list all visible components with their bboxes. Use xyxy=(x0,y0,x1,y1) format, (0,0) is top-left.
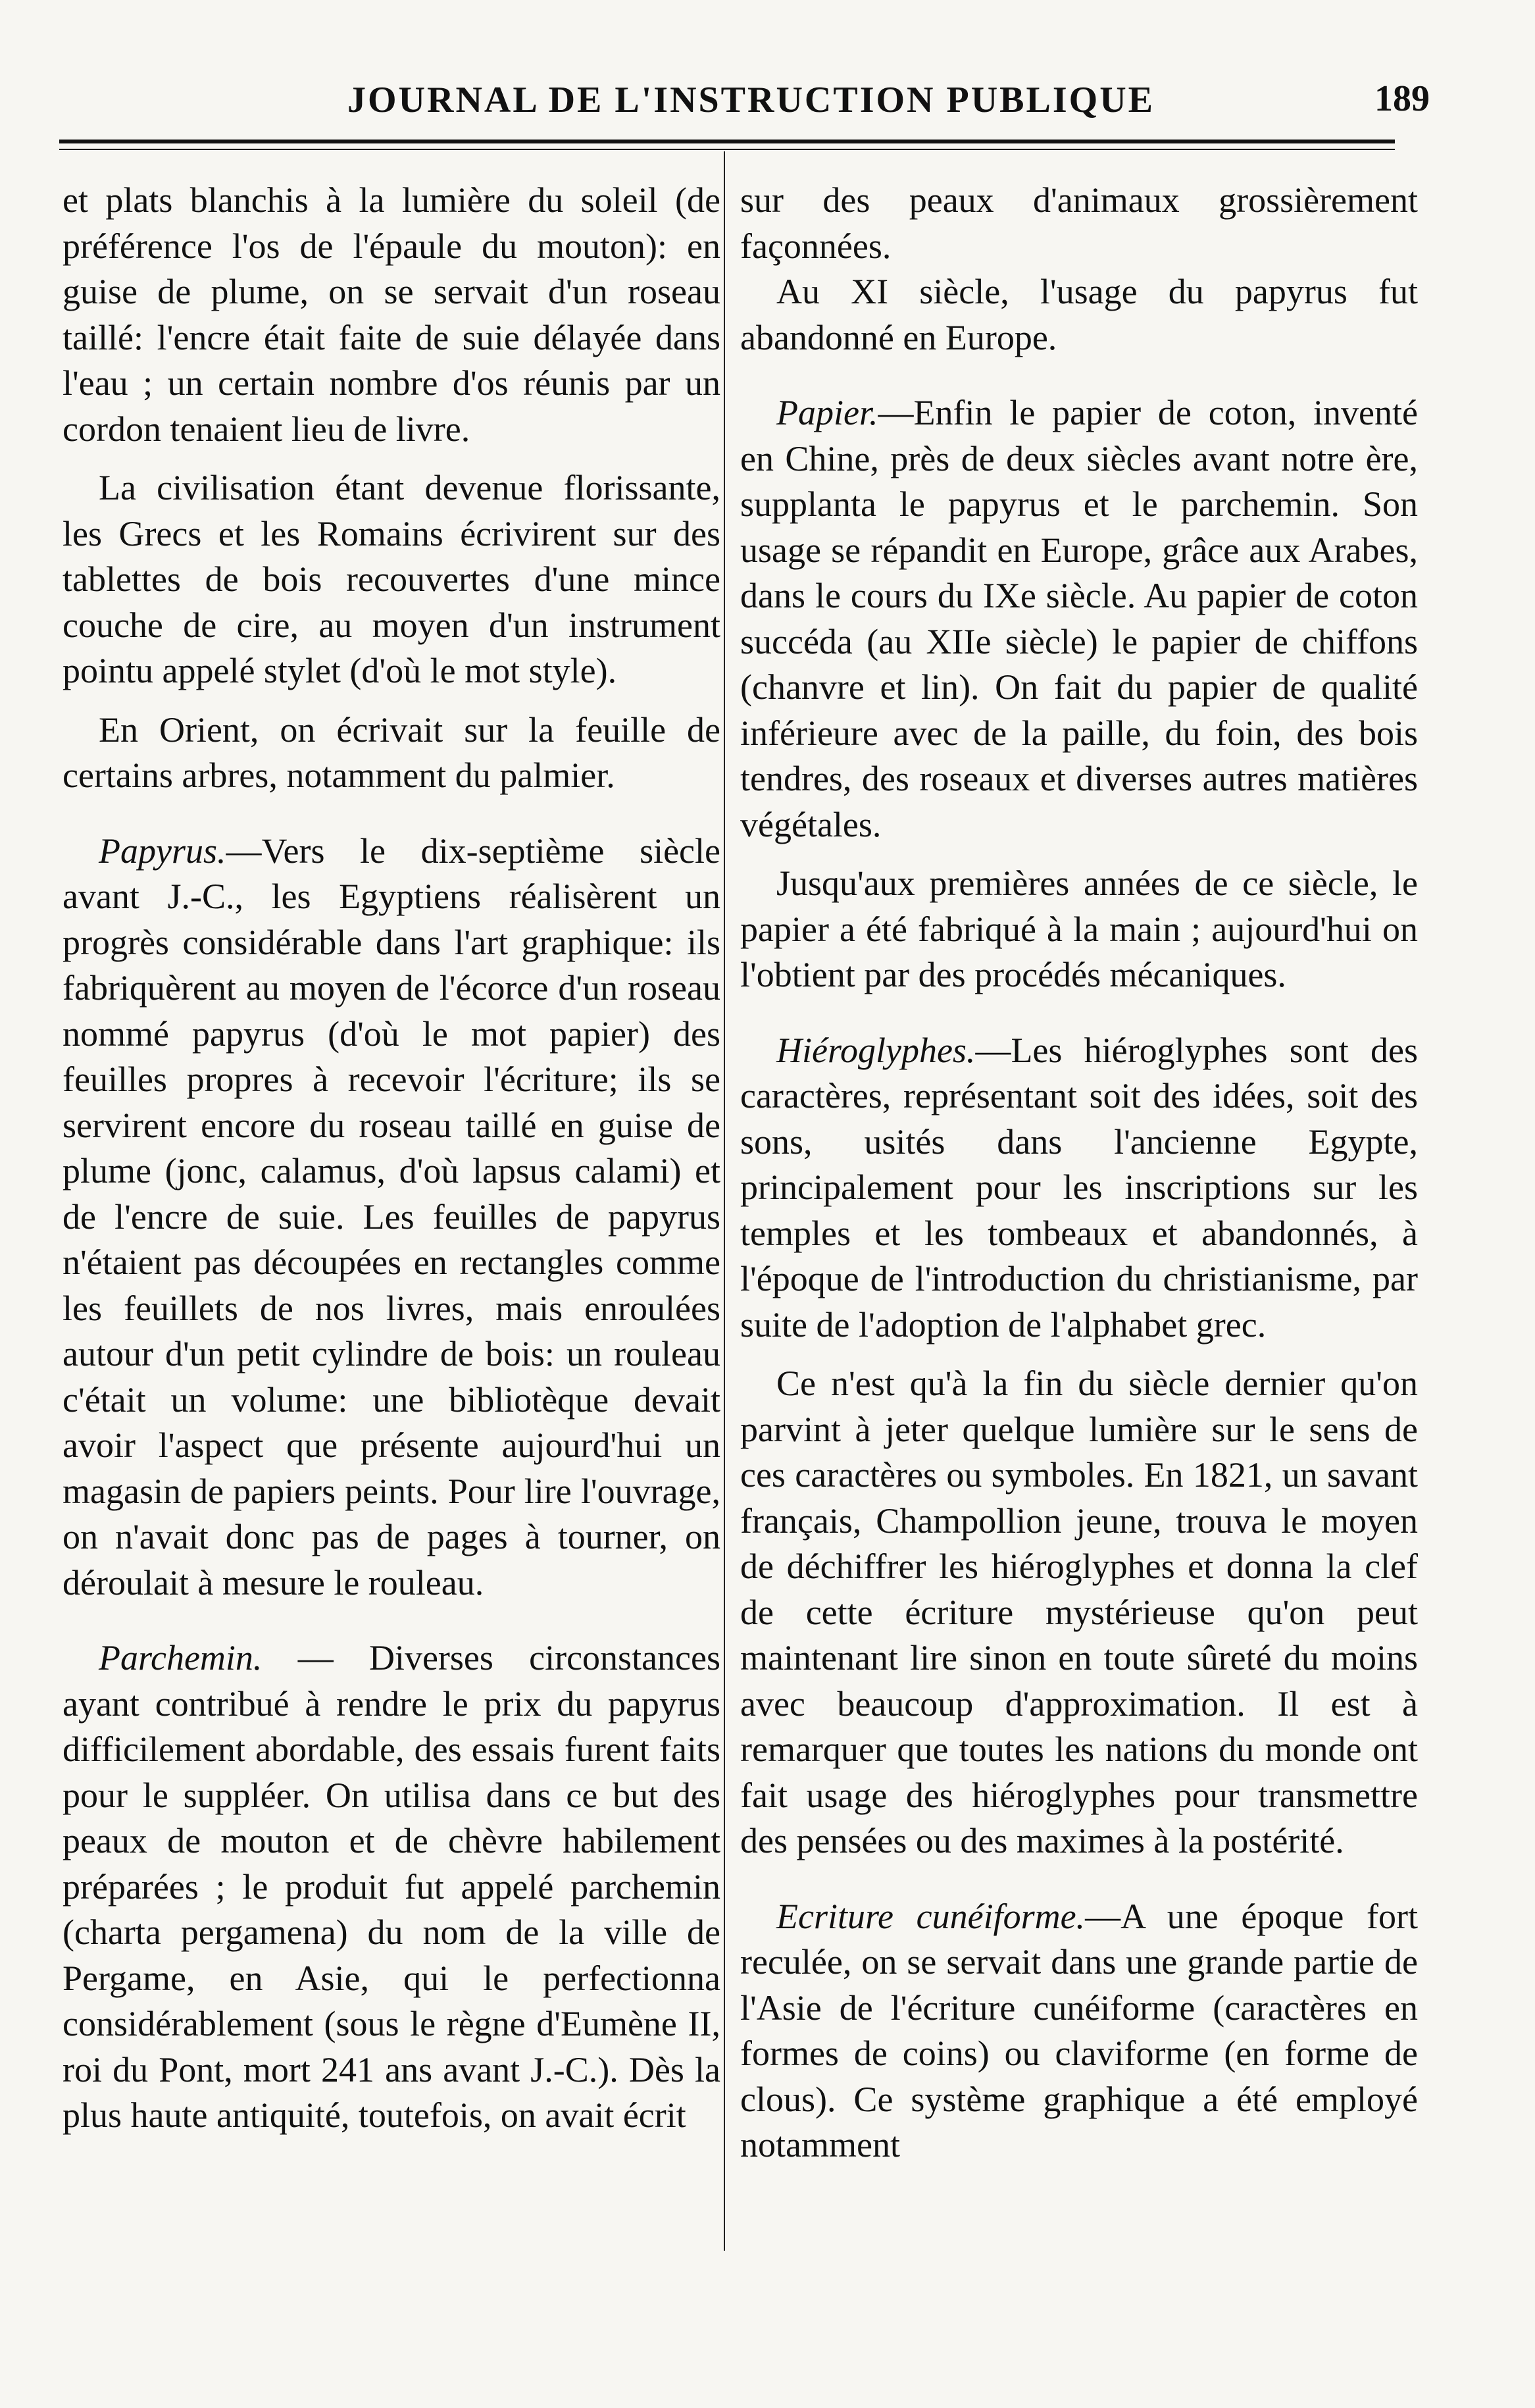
section-lead: Papyrus. xyxy=(99,831,226,871)
right-column xyxy=(740,178,1418,2168)
header-rule-thin xyxy=(59,149,1395,150)
page-number: 189 xyxy=(1374,78,1430,119)
paragraph: et plats blanchis à la lumière du soleil (de préférence l'os de l'épaule du mouton): en guise de plume, on se servait d'un roseau taillé: l'encre était faite de suie délayée dans l'eau ; un certain nombre d'os réunis par un cordon tenaient lieu de livre. xyxy=(63,180,720,449)
column-divider xyxy=(724,151,725,2251)
paragraph: Jusqu'aux premières années de ce siècle, le papier a été fabriqué à la main ; aujourd'hui on l'obtient par des procédés mécaniques. xyxy=(740,863,1418,994)
section-lead: Hiéroglyphes. xyxy=(776,1030,976,1070)
header-rule-thick xyxy=(59,140,1395,143)
paragraph-parchemin: Parchemin. — Diverses circonstances ayant contribué à rendre le prix du papyrus difficilement abordable, des essais furent faits pour le suppléer. On utilisa dans ce but des peaux de mouton et de chèvre habilement préparées ; le produit fut appelé parchemin (charta pergamena) du nom de la ville de Pergame, en Asie, qui le perfectionna considérablement (sous le règne d'Eumène II, roi du Pont, mort 241 ans avant J.-C.). Dès la plus haute antiquité, toutefois, on avait écrit xyxy=(63,1638,720,2135)
paragraph: Ce n'est qu'à la fin du siècle dernier qu'on parvint à jeter quelque lumière sur le sens de ces caractères ou symboles. En 1821, un savant français, Champollion jeune, trouva le moyen de déchiffrer les hiéroglyphes et donna la clef de cette écriture mystérieuse qu'on peut maintenant lire sinon en toute sûreté du moins avec beaucoup d'approximation. Il est à remarquer que toutes les nations du monde ont fait usage des hiéroglyphes pour transmettre des pensées ou des maximes à la postérité. xyxy=(740,1364,1418,1860)
journal-title: JOURNAL DE L'INSTRUCTION PUBLIQUE xyxy=(347,80,1155,120)
paragraph: La civilisation étant devenue florissante, les Grecs et les Romains écrivirent sur des tablettes de bois recouvertes d'une mince couche de cire, au moyen d'un instrument pointu appelé stylet (d'où le mot style). xyxy=(63,468,720,690)
paragraph: En Orient, on écrivait sur la feuille de certains arbres, notamment du palmier. xyxy=(63,709,720,795)
paragraph-papier: Papier.—Enfin le papier de coton, inventé en Chine, près de deux siècles avant notre ère, supplanta le papyrus et le parchemin. Son usage se répandit en Europe, grâce aux Arabes, dans le cours du IXe siècle. Au papier de coton succéda (au XIIe siècle) le papier de chiffons (chanvre et lin). On fait du papier de qualité inférieure avec de la paille, du foin, des bois tendres, des roseaux et diverses autres matières végétales. xyxy=(740,393,1418,844)
paragraph-papyrus: Papyrus.—Vers le dix-septième siècle avant J.-C., les Egyptiens réalisèrent un progrès considérable dans l'art graphique: ils fabriquèrent au moyen de l'écorce d'un roseau nommé papyrus (d'où le mot papier) des feuilles propres à recevoir l'écriture; ils se servirent encore du roseau taillé en guise de plume (jonc, calamus, d'où lapsus calami) et de l'encre de suie. Les feuilles de papyrus n'étaient pas découpées en rectangles comme les feuillets de nos livres, mais enroulées autour d'un petit cylindre de bois: un rouleau c'était un volume: une bibliotèque devait avoir l'aspect que présente aujourd'hui un magasin de papiers peints. Pour lire l'ouvrage, on n'avait donc pas de pages à tourner, on déroulait à mesure le rouleau. xyxy=(63,831,720,1602)
section-lead: Papier. xyxy=(776,393,878,432)
paragraph-hieroglyphes: Hiéroglyphes.—Les hiéroglyphes sont des caractères, représentant soit des idées, soit des sons, usités dans l'ancienne Egypte, principalement pour les inscriptions sur les temples et les tombeaux et abandonnés, à l'époque de l'introduction du christianisme, par suite de l'adoption de l'alphabet grec. xyxy=(740,1030,1418,1345)
section-lead: Ecriture cunéiforme. xyxy=(776,1896,1086,1936)
left-column xyxy=(63,178,720,2139)
paragraph: Au XI siècle, l'usage du papyrus fut abandonné en Europe. xyxy=(740,272,1418,357)
page-header xyxy=(59,72,1443,145)
paragraph: sur des peaux d'animaux grossièrement façonnées. xyxy=(740,180,1418,266)
section-lead: Parchemin. xyxy=(99,1638,263,1678)
paragraph-cuneiforme: Ecriture cunéiforme.—A une époque fort reculée, on se servait dans une grande partie de l'Asie de l'écriture cunéiforme (caractères en formes de coins) ou claviforme (en forme de clous). Ce système graphique a été employé notamment xyxy=(740,1896,1419,2165)
